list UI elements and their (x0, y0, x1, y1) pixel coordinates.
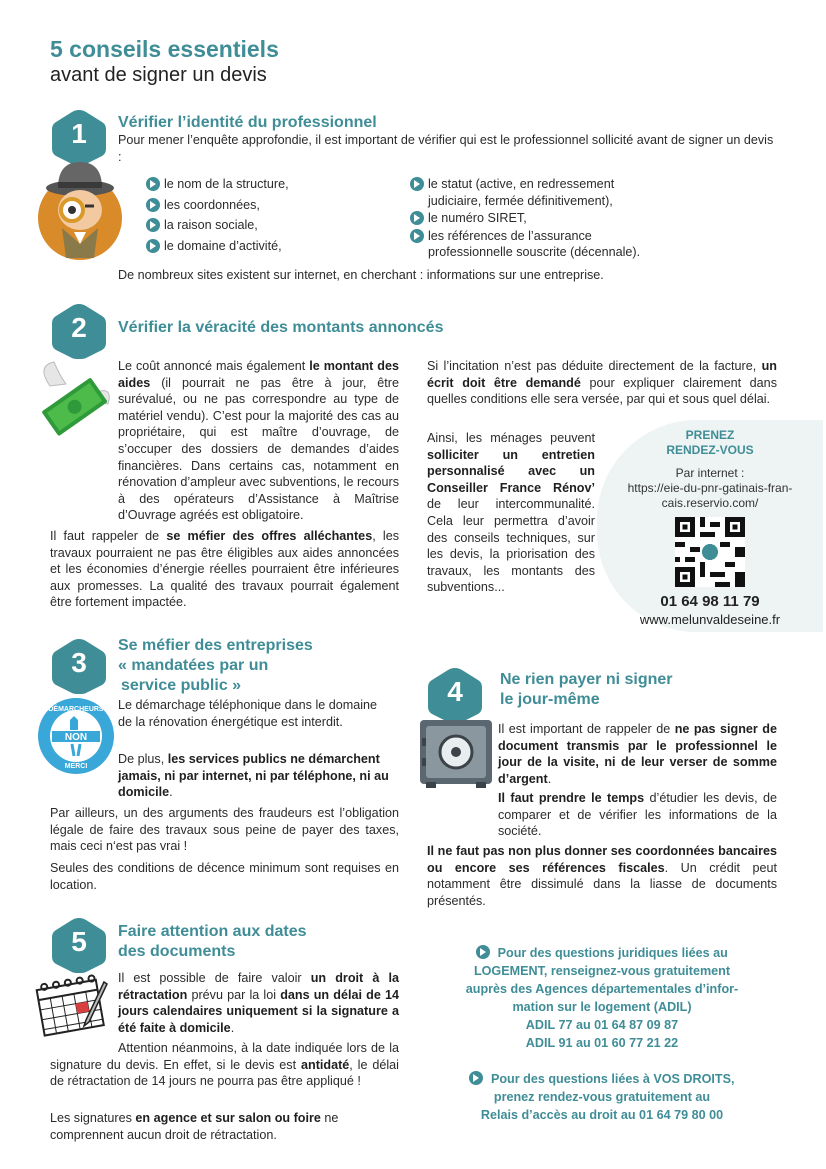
section-3-p1: Le démarchage téléphonique dans le domaine de la rénovation énergétique est interdit. (118, 698, 378, 729)
qr-code-icon[interactable] (675, 517, 745, 587)
section-5-number: 5 (71, 926, 87, 957)
arrow-bullet-icon (146, 177, 160, 191)
safe-icon (418, 718, 494, 790)
section-5-p1: Il est possible de faire valoir un droit à la rétractation prévu par la loi dans un délai de 14 jours calendaires uniquement si la signature a été faite à domicile. (118, 971, 399, 1035)
arrow-bullet-icon (410, 229, 424, 243)
section-5-title: Faire attention aux dates des documents (118, 923, 307, 960)
section-1-list-left (146, 176, 396, 258)
list-item: le domaine d’activité, (146, 238, 396, 255)
section-1-list-right (410, 176, 670, 265)
legal-info-block: Pour des questions juridiques liées au LOGEMENT, renseignez-vous gratuitement auprès des Agences départementales d’infor- mation sur le logement (ADIL) ADIL 77 au 01 64 87 09 87 ADIL 91 au 01 60 77 21 22 (427, 944, 777, 1052)
appointment-panel (597, 420, 823, 632)
list-item: le numéro SIRET, (410, 210, 670, 227)
arrow-bullet-icon (410, 177, 424, 191)
section-2-col2-p3: Si l’incitation n’est pas déduite directement de la facture, un écrit doit être demandé pour expliquer clairement dans quelles conditions elle sera versée, par qui et sous quel délai. (427, 359, 777, 407)
list-item: le statut (active, en redressement judiciaire, fermée définitivement), (410, 176, 670, 209)
adil-77-phone[interactable]: ADIL 77 au 01 64 87 09 87 (525, 1018, 679, 1032)
page-subtitle: avant de signer un devis (50, 64, 267, 86)
detective-icon (34, 158, 126, 262)
appointment-phone[interactable]: 01 64 98 11 79 (660, 593, 760, 610)
section-2-col1-top: Le coût annoncé mais également le montant des aides (il pourrait ne pas être à jour, être surévalué, ou ne pas correspondre au type de matériel vendu). C’est pour la majorité des cas au propriétaire, qui est maître d’ouvrage, de s’occuper des dossiers de demandes d’aides financières. Dans certains cas, notamment en rénovation d’ampleur avec subventions, le recours à des opérateurs d’Assistance à Maîtrise d’Ouvrage agréés est obligatoire. (118, 359, 400, 523)
appointment-heading: PRENEZ RENDEZ-VOUS (666, 428, 754, 457)
arrow-bullet-icon (146, 198, 160, 212)
list-item: la raison sociale, (146, 217, 396, 234)
stamp-bot: MERCI (64, 763, 88, 770)
section-1-intro: Pour mener l’enquête approfondie, il est important de vérifier qui est le professionnel sollicité avant de signer un devis : (118, 133, 774, 164)
section-2-number: 2 (71, 312, 87, 343)
calendar-signature-icon (34, 972, 114, 1038)
section-1-outro: De nombreux sites existent sur internet, en cherchant : informations sur une entreprise. (118, 268, 604, 282)
section-3-title: Se méfier des entreprises « mandatées par un service public » (118, 637, 313, 694)
relais-phone[interactable]: Relais d’accès au droit au 01 64 79 80 00 (480, 1108, 724, 1122)
section-3-p3: Par ailleurs, un des arguments des fraudeurs est l’obligation légale de faire des travaux sous peine de payer des taxes, mais ceci n‘est pas vrai ! (50, 806, 399, 854)
arrow-bullet-icon (146, 239, 160, 253)
section-4-p1: Il est important de rappeler de ne pas signer de document transmis par le professionnel le jour de la visite, ni de leur verser de somme d’argent. (498, 722, 778, 786)
rights-info-block: Pour des questions liées à VOS DROITS, prenez rendez-vous gratuitement au Relais d’accès au droit au 01 64 79 80 00 (427, 1070, 777, 1124)
page-title: 5 conseils essentiels (50, 36, 279, 62)
list-item: les coordonnées, (146, 197, 396, 214)
stamp-mid: NON (64, 732, 88, 743)
arrow-bullet-icon (476, 945, 490, 959)
section-2-title: Vérifier la véracité des montants annoncés (118, 319, 444, 336)
section-2-col2-p4: Ainsi, les ménages peuvent solliciter un entretien personnalisé avec un Conseiller France Rénov’ de leur intercommunalité. Cela leur permettra d’avoir des conseils techniques, sur les devis, la priorisation des travaux, les montants des subventions... (427, 431, 595, 595)
section-5-p3: Les signatures en agence et sur salon ou foire ne comprennent aucun droit de rétractation. (50, 1111, 339, 1142)
section-4-p2: Il faut prendre le temps d’étudier les devis, de comparer et de vérifier les informations de la société. (498, 791, 777, 839)
arrow-bullet-icon (410, 211, 424, 225)
section-2-col1-p2: Il faut rappeler de se méfier des offres alléchantes, les travaux pourraient ne pas être éligibles aux aides annoncées et les économies d’énergie réelles pourraient être inférieures aux promesses. La qualité des travaux pourrait également être fortement impactée. (50, 529, 399, 610)
section-3-badge (50, 637, 108, 700)
arrow-bullet-icon (146, 218, 160, 232)
no-canvassers-stamp-icon (36, 696, 116, 776)
list-item: le nom de la structure, (146, 176, 396, 193)
section-1-number: 1 (71, 118, 87, 149)
section-5-badge (50, 916, 108, 979)
section-5-p2: Attention néanmoins, à la date indiquée lors de la signature du devis. En effet, si le devis est antidaté, le délai de rétractation de 14 jours ne pourra pas être appliqué ! (50, 1041, 399, 1089)
section-4-p3: Il ne faut pas non plus donner ses coordonnées bancaires ou encore ses références fiscales. Un crédit peut notamment être dissimulé dans la liasse de documents présentés. (427, 844, 777, 908)
by-internet-label: Par internet : (675, 466, 745, 480)
section-1-title: Vérifier l’identité du professionnel (118, 114, 377, 131)
website-link[interactable]: www.melunvaldeseine.fr (639, 612, 781, 627)
section-3-p4: Seules des conditions de décence minimum sont requises en location. (50, 861, 399, 892)
section-3-p2: De plus, les services publics ne démarchent jamais, ni par internet, ni par téléphone, ni au domicile. (118, 752, 389, 800)
section-3-number: 3 (71, 647, 87, 678)
list-item: les références de l’assurance professionnelle souscrite (décennale). (410, 228, 670, 261)
adil-91-phone[interactable]: ADIL 91 au 01 60 77 21 22 (525, 1036, 679, 1050)
stamp-top: DÉMARCHEURS (48, 706, 104, 713)
booking-url[interactable]: https://eie-du-pnr-gatinais-fran- cais.reservio.com/ (627, 481, 793, 510)
arrow-bullet-icon (469, 1071, 483, 1085)
section-4-number: 4 (447, 676, 463, 707)
section-4-title: Ne rien payer ni signer le jour-même (500, 671, 673, 708)
flying-money-icon (30, 356, 118, 438)
